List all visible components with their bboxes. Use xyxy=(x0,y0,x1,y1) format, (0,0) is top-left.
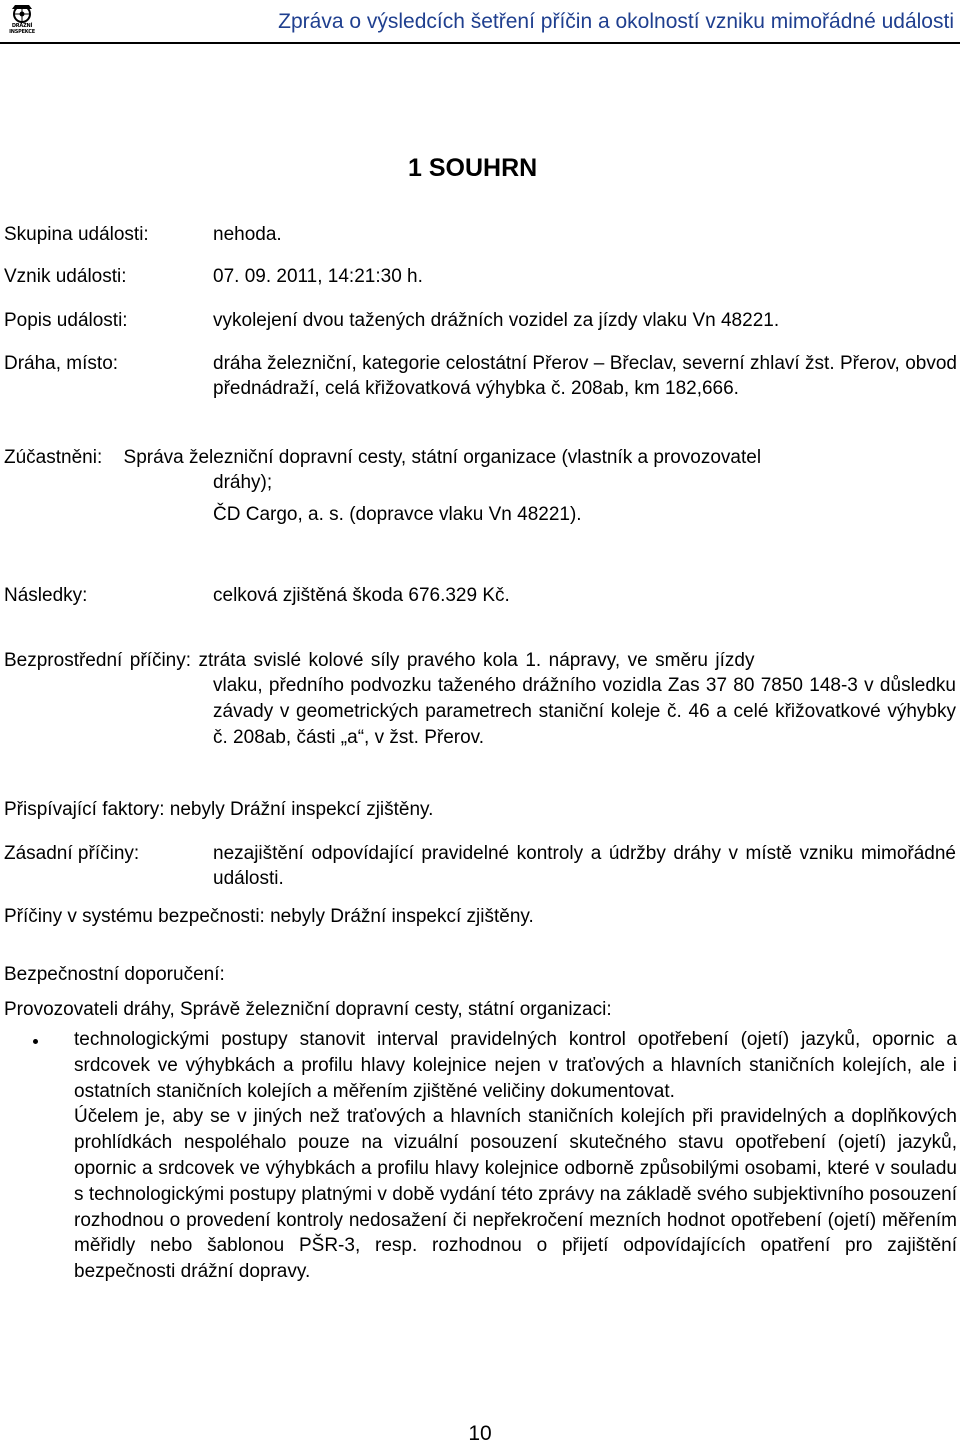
label-priciny-system: Příčiny v systému bezpečnosti: xyxy=(4,906,265,927)
page-number: 10 xyxy=(468,1422,492,1445)
value-vznik: 07. 09. 2011, 14:21:30 h. xyxy=(213,266,423,287)
row-zucastneni xyxy=(4,445,956,470)
logo-text-line2: INSPEKCE xyxy=(9,29,35,35)
value-bezprostredni-rest: vlaku, předního podvozku taženého drážního vozidla Zas 37 80 7850 148-3 v důsledku závady v geometrických parametrech staniční koleje č. 46 a celé křižovatkové výhybky č. 208ab, části „a“, v žst. Přerov. xyxy=(213,675,956,748)
label-draha: Dráha, místo: xyxy=(4,353,119,374)
header-title: Zpráva o výsledcích šetření příčin a okolností vzniku mimořádné události xyxy=(278,10,954,33)
label-skupina: Skupina události: xyxy=(4,224,149,245)
section-title: 1 SOUHRN xyxy=(408,154,538,182)
value-priciny-system: nebyly Drážní inspekcí zjištěny. xyxy=(270,906,534,927)
row-priciny-system xyxy=(4,904,956,929)
value-nasledky: celková zjištěná škoda 676.329 Kč. xyxy=(213,585,510,606)
row-prispivajici xyxy=(4,797,956,822)
value-draha: dráha železniční, kategorie celostátní Přerov – Břeclav, severní zhlaví žst. Přerov, obvod přednádraží, celá křižovatková výhybka č. 208ab, km 182,666. xyxy=(213,353,957,399)
bullet-icon xyxy=(33,1039,38,1044)
value-popis: vykolejení dvou tažených drážních vozidel za jízdy vlaku Vn 48221. xyxy=(213,310,780,331)
label-zasadni: Zásadní příčiny: xyxy=(4,843,140,864)
label-nasledky: Následky: xyxy=(4,585,88,606)
recommendations-addressee: Provozovateli dráhy, Správě železniční dopravní cesty, státní organizaci: xyxy=(4,999,612,1020)
label-popis: Popis události: xyxy=(4,310,128,331)
value-prispivajici: nebyly Drážní inspekcí zjištěny. xyxy=(169,799,434,820)
row-bezprostredni xyxy=(4,648,956,673)
value-zucastneni-first: Správa železniční dopravní cesty, státní organizace (vlastník a provozovatel xyxy=(123,447,762,468)
page-header xyxy=(0,0,960,44)
recommendation-bullet xyxy=(74,1027,957,1285)
value-zasadni: nezajištění odpovídající pravidelné kontroly a údržby dráhy v místě vzniku mimořádné události. xyxy=(213,843,956,889)
value-zucastneni-second: ČD Cargo, a. s. (dopravce vlaku Vn 48221). xyxy=(213,504,582,525)
label-prispivajici: Přispívající faktory: xyxy=(4,799,165,820)
drazni-inspekce-logo xyxy=(4,3,40,37)
label-zucastneni: Zúčastněni: xyxy=(4,447,103,468)
recommendation-paragraph-2: Účelem je, aby se v jiných než traťových a hlavních staničních kolejích při pravidelných a doplňkových prohlídkách nespoléhalo pouze na vizuální posouzení skutečného stavu opotřebení (ojetí) jazyků, opornic a srdcovek ve výhybkách a profilu hlavy kolejnice odborně způsobilými osobami, které v souladu s technologickými postupy platnými v době vydání této zprávy na základě svého subjektivního posouzení rozhodnou o provedení kontroly nedosažení či nepřekročení mezních hodnot opotřebení (ojetí) měřením měřidly nebo šablonou PŠR-3, resp. rozhodnou o přijetí odpovídajících opatření pro zajištění bezpečnosti drážní dopravy. xyxy=(74,1106,957,1283)
label-bezprostredni: Bezprostřední příčiny: xyxy=(4,650,192,671)
value-skupina: nehoda. xyxy=(213,224,282,245)
train-wheel-icon xyxy=(9,3,35,23)
recommendations-title: Bezpečnostní doporučení: xyxy=(4,964,225,985)
value-zucastneni-cont: dráhy); xyxy=(213,472,273,493)
logo-text-line1: DRÁŽNÍ xyxy=(11,23,33,29)
header-divider xyxy=(0,42,960,44)
recommendation-paragraph-1: technologickými postupy stanovit interval pravidelných kontrol opotřebení (ojetí) jazyků, opornic a srdcovek ve výhybkách a profilu hlavy kolejnice nejen v traťových a hlavních staničních kolejích, ale i ostatních staničních kolejích a měřením zjištěné veličiny dokumentovat. xyxy=(74,1029,957,1102)
value-bezprostredni-first: ztráta svislé kolové síly pravého kola 1. nápravy, ve směru jízdy xyxy=(198,650,755,671)
label-vznik: Vznik události: xyxy=(4,266,127,287)
